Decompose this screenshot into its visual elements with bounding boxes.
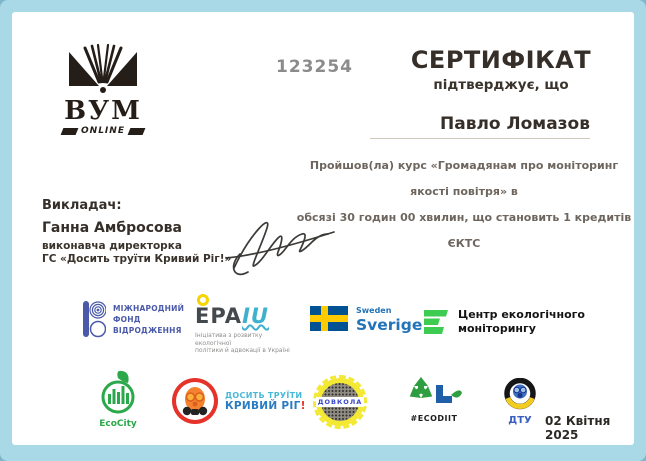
partner-dtkr — [172, 378, 306, 424]
dtu-label: ДТУ — [508, 415, 532, 426]
cem-line-2: моніторингу — [458, 322, 536, 335]
dtkr-line-1: ДОСИТЬ ТРУЇТИ — [225, 390, 303, 400]
teacher-name: Ганна Амбросова — [42, 220, 182, 236]
partner-irf — [82, 300, 184, 338]
dtkr-exclamation: ! — [300, 399, 306, 412]
sweden-line-1: Sweden — [356, 306, 392, 315]
course-statement — [296, 153, 632, 257]
banner-bar-left — [61, 128, 79, 135]
certificate-subtitle: підтверджує, що — [433, 77, 569, 93]
teacher-role — [42, 240, 231, 266]
dtkr-mask-glyph — [180, 386, 210, 416]
partner-ecocity — [94, 370, 142, 429]
ecodiit-label: #ECODIIT — [410, 414, 458, 423]
open-book-icon — [65, 42, 141, 94]
partner-dtu — [500, 378, 540, 426]
certificate-number: 123254 — [276, 57, 353, 77]
irf-logo-icon — [82, 300, 106, 338]
partner-sweden — [310, 306, 422, 334]
cem-label — [458, 308, 585, 336]
course-line-1: Пройшов(ла) курс «Громадянам про моніторинг якості повітря» в — [309, 159, 619, 198]
certificate-date: 02 Квітня 2025 — [545, 414, 611, 442]
partner-ecodiit — [404, 376, 464, 423]
vum-logo — [60, 42, 146, 136]
sweden-flag-icon — [310, 306, 348, 331]
recipient-name: Павло Ломазов — [370, 114, 590, 139]
vum-wordmark: ВУМ — [64, 96, 142, 126]
dtkr-label — [225, 391, 306, 412]
irf-line-3: ВІДРОДЖЕННЯ — [113, 326, 182, 335]
partner-cem — [423, 308, 585, 336]
dtkr-inner-circle — [176, 382, 214, 420]
irf-line-1: МІЖНАРОДНИЙ — [113, 304, 185, 313]
ecocity-logo-icon — [98, 370, 138, 414]
teacher-role-line-1: виконавча директорка — [42, 240, 182, 252]
dovkola-label: ДОВКОЛА — [317, 398, 363, 406]
partner-epaiu — [195, 296, 295, 355]
banner-bar-right — [128, 128, 146, 135]
epaiu-tagline-2: політики й адвокації в Україні — [195, 347, 290, 354]
ecodiit-logo-icon — [406, 376, 462, 408]
vum-online-label: ONLINE — [81, 126, 125, 136]
epaiu-tagline — [195, 332, 295, 355]
epaiu-word-waves: IU — [242, 304, 269, 328]
irf-line-2: ФОНД — [113, 315, 141, 324]
ecocity-label: EcoCity — [99, 419, 137, 429]
dtkr-line-2: КРИВИЙ РІГ! — [225, 399, 306, 412]
teacher-role-line-2: ГС «Досить труїти Кривий Ріг!» — [42, 253, 232, 265]
epaiu-word-left: EPA — [195, 304, 243, 328]
title-block — [384, 46, 618, 93]
course-line-2: обсязі 30 годин 00 хвилин, що становить 1 кредитів ЄКТС — [296, 211, 632, 250]
vum-online-banner — [60, 126, 146, 136]
sweden-line-2: Sverige — [356, 316, 423, 334]
partner-dovkola — [316, 378, 364, 426]
epaiu-sun-icon — [197, 294, 209, 306]
epaiu-tagline-1: Ініціатива з розвитку екологічної — [195, 332, 263, 347]
cem-logo-icon — [423, 309, 449, 335]
teacher-label: Викладач: — [42, 198, 122, 213]
dtkr-gasmask-icon — [172, 378, 218, 424]
dtu-gasmask-icon — [502, 378, 538, 411]
cem-line-1: Центр екологічного — [458, 308, 585, 321]
epaiu-wordmark — [195, 296, 295, 328]
signature — [220, 206, 342, 282]
irf-label — [113, 300, 184, 338]
certificate-sheet — [12, 12, 634, 445]
sweden-label — [356, 306, 422, 334]
certificate-title: СЕРТИФІКАТ — [410, 46, 592, 74]
